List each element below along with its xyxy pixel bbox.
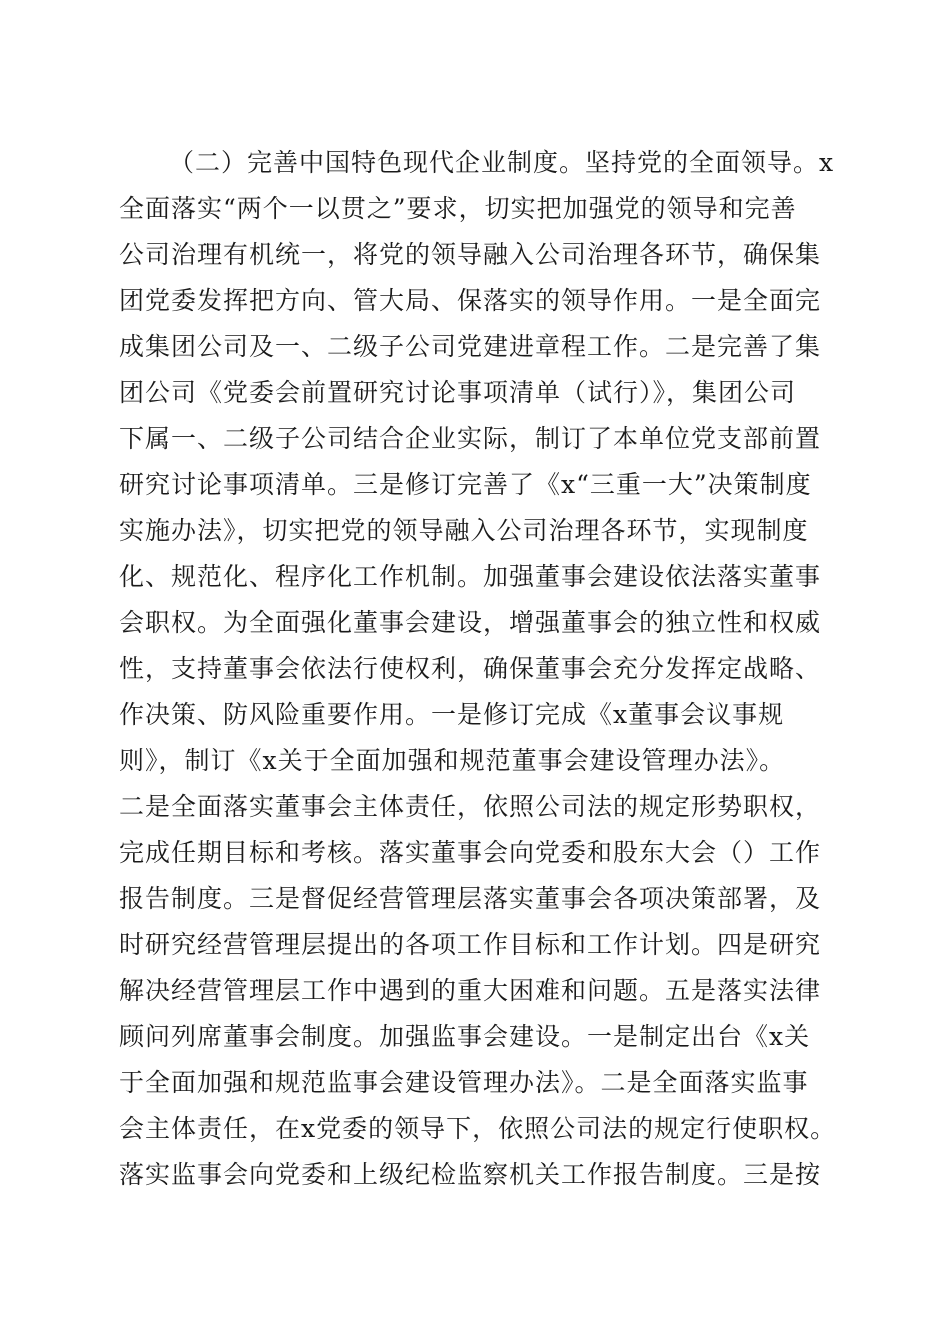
paragraph-line-18: 时研究经营管理层提出的各项工作目标和工作计划。四是研究 xyxy=(119,930,822,959)
paragraph-line-9: 实施办法》，切实把党的领导融入公司治理各环节，实现制度 xyxy=(119,516,809,545)
paragraph-line-2: 全面落实“两个一以贯之”要求，切实把加强党的领导和完善 xyxy=(119,194,797,223)
paragraph-line-16: 完成任期目标和考核。落实董事会向党委和股东大会（）工作 xyxy=(119,838,822,867)
paragraph-line-13: 作决策、防风险重要作用。一是修订完成《x董事会议事规 xyxy=(119,700,785,729)
paragraph-line-3: 公司治理有机统一，将党的领导融入公司治理各环节，确保集 xyxy=(119,240,822,269)
paragraph-line-21: 于全面加强和规范监事会建设管理办法》。二是全面落实监事 xyxy=(119,1068,809,1097)
paragraph-line-6: 团公司《党委会前置研究讨论事项清单（试行）》，集团公司 xyxy=(119,378,797,407)
body-paragraph xyxy=(119,140,839,1198)
paragraph-line-22: 会主体责任，在x党委的领导下，依照公司法的规定行使职权。 xyxy=(119,1114,837,1143)
paragraph-line-23: 落实监事会向党委和上级纪检监察机关工作报告制度。三是按 xyxy=(119,1160,822,1189)
paragraph-line-15: 二是全面落实董事会主体责任，依照公司法的规定形势职权， xyxy=(119,792,822,821)
paragraph-line-5: 成集团公司及一、二级子公司党建进章程工作。二是完善了集 xyxy=(119,332,822,361)
paragraph-line-12: 性，支持董事会依法行使权利，确保董事会充分发挥定战略、 xyxy=(119,654,822,683)
paragraph-line-17: 报告制度。三是督促经营管理层落实董事会各项决策部署，及 xyxy=(119,884,822,913)
paragraph-line-20: 顾问列席董事会制度。加强监事会建设。一是制定出台《x关 xyxy=(119,1022,811,1051)
paragraph-line-4: 团党委发挥把方向、管大局、保落实的领导作用。一是全面完 xyxy=(119,286,822,315)
paragraph-line-8: 研究讨论事项清单。三是修订完善了《x“三重一大”决策制度 xyxy=(119,470,812,499)
paragraph-line-1: （二）完善中国特色现代企业制度。坚持党的全面领导。x xyxy=(169,148,835,177)
paragraph-line-19: 解决经营管理层工作中遇到的重大困难和问题。五是落实法律 xyxy=(119,976,822,1005)
paragraph-line-11: 会职权。为全面强化董事会建设，增强董事会的独立性和权威 xyxy=(119,608,822,637)
paragraph-line-10: 化、规范化、程序化工作机制。加强董事会建设依法落实董事 xyxy=(119,562,822,591)
paragraph-line-14: 则》，制订《x关于全面加强和规范董事会建设管理办法》。 xyxy=(119,746,786,775)
paragraph-line-7: 下属一、二级子公司结合企业实际，制订了本单位党支部前置 xyxy=(119,424,822,453)
